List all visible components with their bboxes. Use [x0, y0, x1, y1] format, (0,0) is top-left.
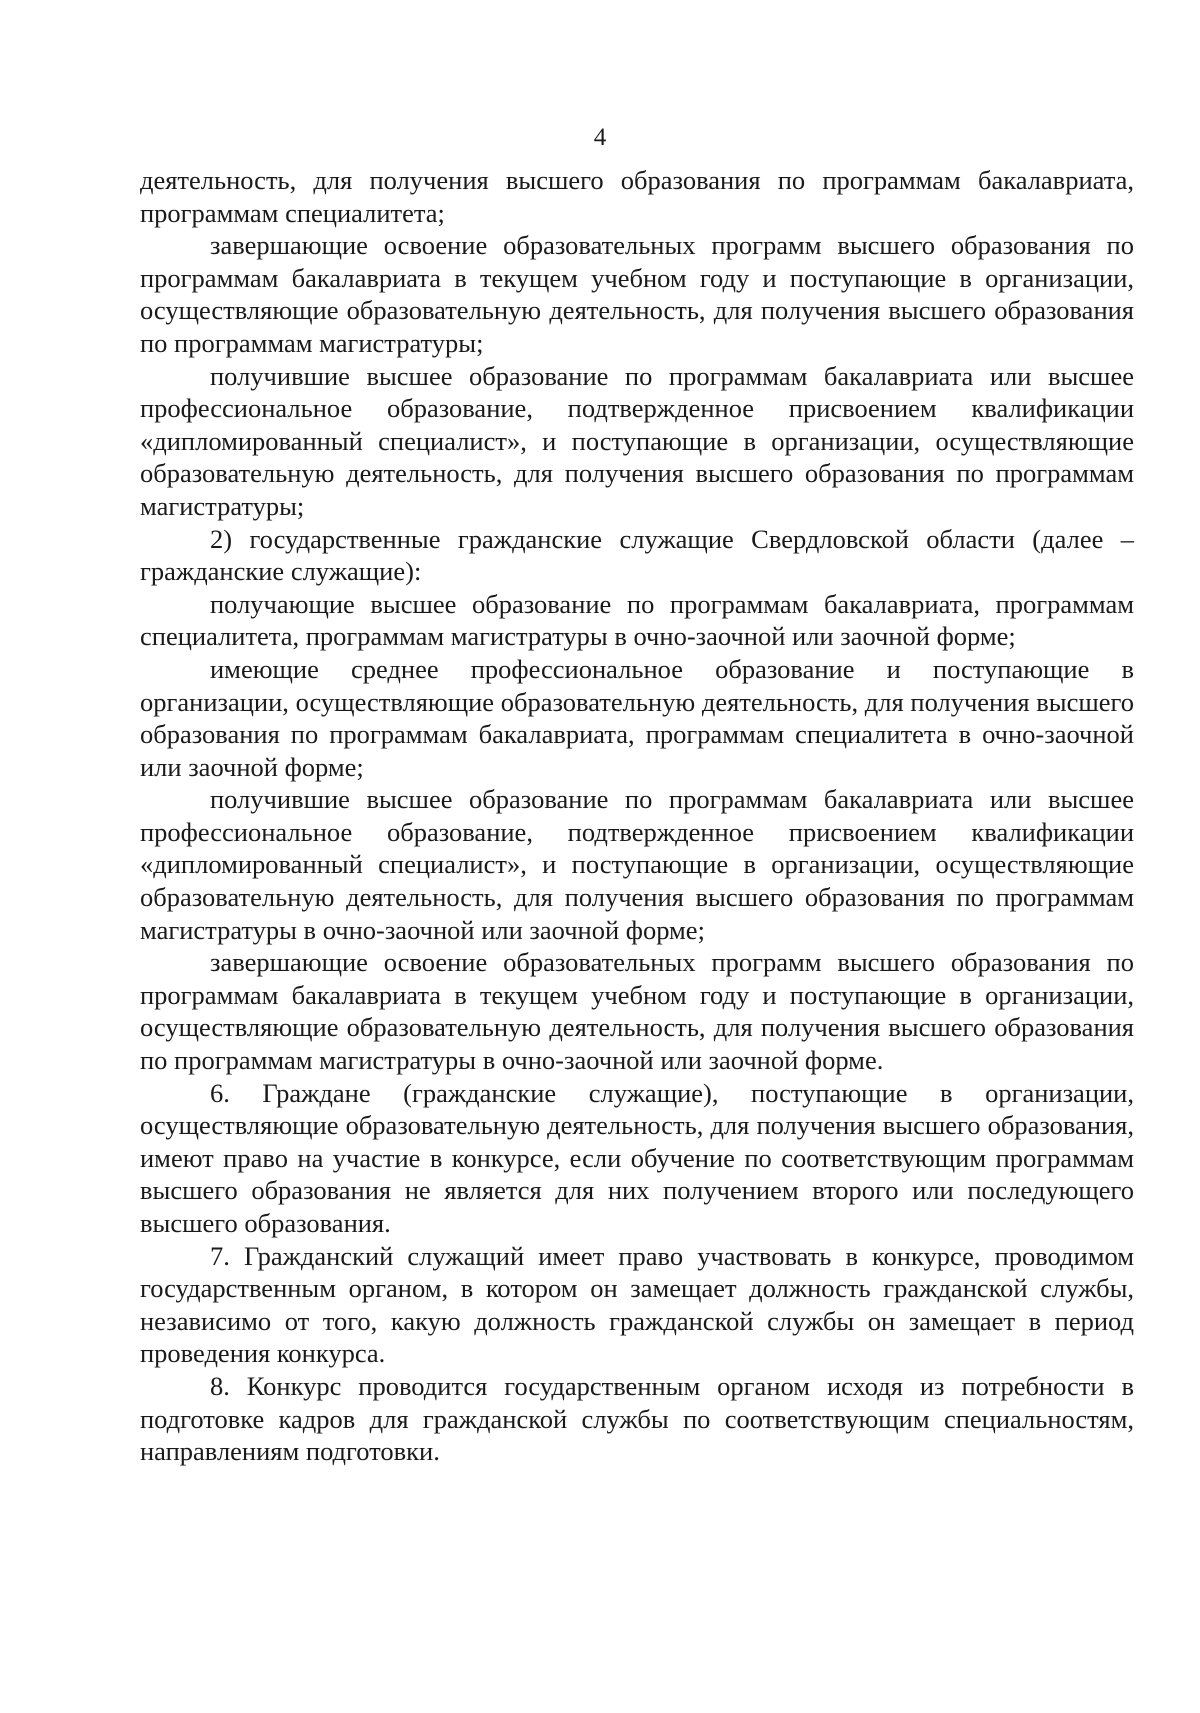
paragraph: завершающие освоение образовательных программ высшего образования по программам бакалавриата в текущем учебном году и поступающие в организации, осуществляющие образовательную деятельность, для получения высшего образования по программам магистратуры в очно-заочной или заочной форме.	[140, 947, 1134, 1076]
paragraph: имеющие среднее профессиональное образование и поступающие в организации, осуществляющие образовательную деятельность, для получения высшего образования по программам бакалавриата, программам специалитета в очно-заочной или заочной форме;	[140, 653, 1134, 782]
paragraph: 6. Граждане (гражданские служащие), поступающие в организации, осуществляющие образовательную деятельность, для получения высшего образования, имеют право на участие в конкурсе, если обучение по соответствующим программам высшего образования не является для них получением второго или последующего высшего образования.	[140, 1077, 1134, 1238]
paragraph-continuation: деятельность, для получения высшего образования по программам бакалавриата, программам специалитета;	[140, 165, 1134, 228]
paragraph: получившие высшее образование по программам бакалавриата или высшее профессиональное образование, подтвержденное присвоением квалификации «дипломированный специалист», и поступающие в организации, осуществляющие образовательную деятельность, для получения высшего образования по программам магистратуры в очно-заочной или заочной форме;	[140, 784, 1134, 945]
paragraph: 8. Конкурс проводится государственным органом исходя из потребности в подготовке кадров для гражданской службы по соответствующим специальностям, направлениям подготовки.	[140, 1370, 1134, 1467]
document-body	[140, 164, 1134, 1468]
paragraph: 7. Гражданский служащий имеет право участвовать в конкурсе, проводимом государственным органом, в котором он замещает должность гражданской службы, независимо от того, какую должность гражданской службы он замещает в период проведения конкурса.	[140, 1240, 1134, 1369]
page-number: 4	[593, 124, 607, 151]
paragraph: 2) государственные гражданские служащие Свердловской области (далее – гражданские служащие):	[140, 523, 1134, 587]
paragraph: получающие высшее образование по программам бакалавриата, программам специалитета, программам магистратуры в очно-заочной или заочной форме;	[140, 588, 1134, 652]
paragraph: получившие высшее образование по программам бакалавриата или высшее профессиональное образование, подтвержденное присвоением квалификации «дипломированный специалист», и поступающие в организации, осуществляющие образовательную деятельность, для получения высшего образования по программам магистратуры;	[140, 360, 1134, 521]
paragraph: завершающие освоение образовательных программ высшего образования по программам бакалавриата в текущем учебном году и поступающие в организации, осуществляющие образовательную деятельность, для получения высшего образования по программам магистратуры;	[140, 230, 1134, 358]
